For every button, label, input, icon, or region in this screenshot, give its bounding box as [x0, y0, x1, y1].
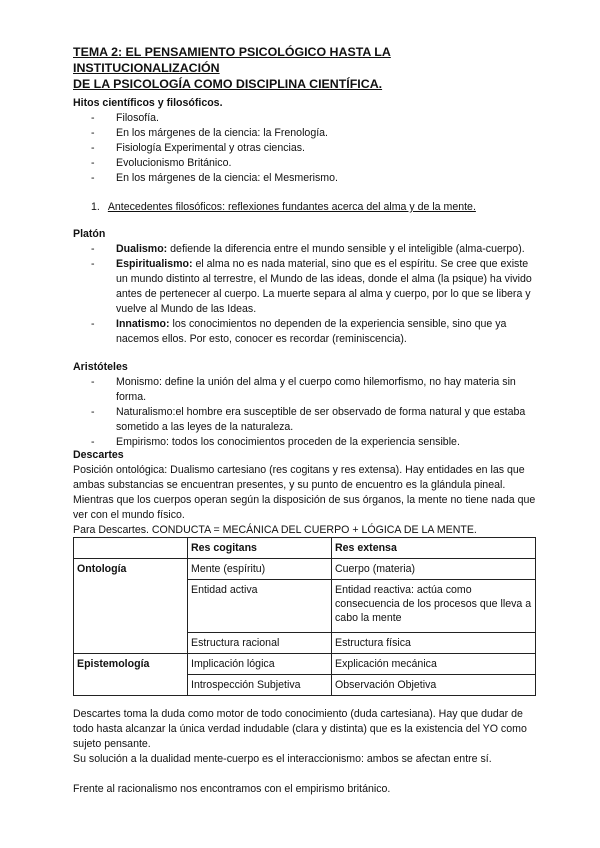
title-line: TEMA 2: EL PENSAMIENTO PSICOLÓGICO HASTA LA INSTITUCIONALIZACIÓN: [73, 45, 391, 75]
table-cell: Introspección Subjetiva: [188, 675, 332, 696]
row-group-label: Ontología: [74, 559, 188, 654]
title-line: DE LA PSICOLOGÍA COMO DISCIPLINA CIENTÍFICA.: [73, 77, 383, 91]
list-item: [73, 257, 538, 317]
table-row: [74, 654, 536, 675]
section-heading: Platón: [73, 228, 106, 240]
paragraph: Para Descartes. CONDUCTA = MECÁNICA DEL CUERPO + LÓGICA DE LA MENTE.: [73, 524, 477, 536]
table-header: Res cogitans: [188, 538, 332, 559]
definition: el alma no es nada material, sino que es el espíritu. Se cree que existe un mundo distinto al terrestre, el Mundo de las ideas, donde el alma (la psique) ha vivido antes de pertenecer al cuerpo. La muerte separa al alma y cuerpo, por lo que se libera y vuelve al Mundo de las Ideas.: [116, 258, 532, 315]
table-header-row: [74, 538, 536, 559]
list-item: - Monismo: define la unión del alma y el cuerpo como hilemorfismo, no hay materia sin forma.: [73, 375, 538, 405]
list-item: - En los márgenes de la ciencia: el Mesmerismo.: [73, 171, 538, 186]
item-number: 1.: [91, 201, 100, 213]
section-heading: Aristóteles: [73, 361, 128, 373]
numbered-heading: [73, 200, 556, 215]
paragraph: Frente al racionalismo nos encontramos con el empirismo británico.: [73, 783, 391, 795]
aristoteles-section: [73, 360, 538, 450]
table-cell: Cuerpo (materia): [332, 559, 536, 580]
definition: los conocimientos no dependen de la experiencia sensible, sino que ya nacemos ellos. Por esto, conocer es recordar (reminiscencia).: [116, 318, 507, 345]
table-header: Res extensa: [332, 538, 536, 559]
list-item: [73, 317, 538, 347]
term: Espiritualismo:: [116, 258, 193, 270]
descartes-section: [73, 448, 538, 538]
comparison-table: [73, 537, 536, 696]
list-item: - Fisiología Experimental y otras ciencias.: [73, 141, 538, 156]
table-cell: Entidad activa: [188, 580, 332, 633]
list-item: - Filosofía.: [73, 111, 538, 126]
table-cell: Implicación lógica: [188, 654, 332, 675]
numbered-heading-label: Antecedentes filosóficos: reflexiones fundantes acerca del alma y de la mente.: [107, 201, 476, 213]
list-item: - Empirismo: todos los conocimientos proceden de la experiencia sensible.: [73, 435, 538, 450]
page-title: [73, 44, 538, 92]
table-cell: Estructura racional: [188, 633, 332, 654]
row-group-label: Epistemología: [74, 654, 188, 696]
table-cell: Entidad reactiva: actúa como consecuencia de los procesos que lleva a cabo la mente: [332, 580, 536, 633]
table-cell: Mente (espíritu): [188, 559, 332, 580]
list-item: [73, 242, 538, 257]
table-cell: Observación Objetiva: [332, 675, 536, 696]
paragraph: Descartes toma la duda como motor de todo conocimiento (duda cartesiana). Hay que dudar de todo hasta alcanzar la única verdad indudable (clara y distinta) que es la existencia del YO como sujeto pensante.: [73, 708, 527, 750]
term: Innatismo:: [116, 318, 170, 330]
table-cell: Estructura física: [332, 633, 536, 654]
paragraph: Su solución a la dualidad mente-cuerpo es el interaccionismo: ambos se afectan entre sí.: [73, 753, 492, 765]
paragraph: Mientras que los cuerpos operan según la disposición de sus órganos, la mente no tiene nada que ver con el mundo físico.: [73, 494, 536, 521]
section-heading: Descartes: [73, 449, 124, 461]
list-item: - Evolucionismo Británico.: [73, 156, 538, 171]
table-cell: [74, 538, 188, 559]
conclusion-section: [73, 707, 538, 797]
list-item: - Naturalismo:el hombre era susceptible de ser observado de forma natural y que estaba sometido a las leyes de la naturaleza.: [73, 405, 538, 435]
table-row: [74, 559, 536, 580]
paragraph: Posición ontológica: Dualismo cartesiano (res cogitans y res extensa). Hay entidades en las que ambas substancias se encuentran presentes, y su punto de encuentro es la glándula pineal.: [73, 464, 525, 491]
list-item: - En los márgenes de la ciencia: la Frenología.: [73, 126, 538, 141]
term: Dualismo:: [116, 243, 168, 255]
hitos-section: [73, 96, 538, 186]
platon-section: [73, 227, 538, 347]
section-heading: Hitos científicos y filosóficos.: [73, 97, 223, 109]
definition: defiende la diferencia entre el mundo sensible y el inteligible (alma-cuerpo).: [167, 243, 525, 255]
table-cell: Explicación mecánica: [332, 654, 536, 675]
